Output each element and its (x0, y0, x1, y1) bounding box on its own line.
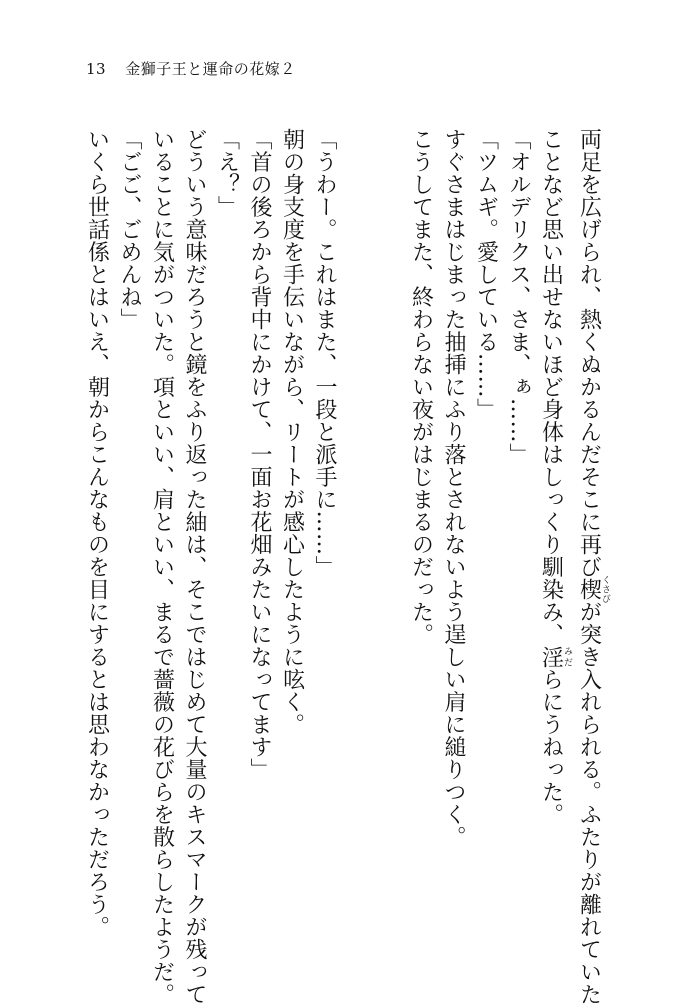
text-line: すぐさまはじまった抽挿にふり落とされないよう逞しい肩に縋りつく。 (441, 128, 466, 848)
book-title: 金獅子王と運命の花嫁２ (125, 60, 296, 78)
text-line: 「え？」 (214, 128, 240, 218)
text-line: いくら世話係とはいえ、朝からこんなものを目にするとは思わなかっただろう。 (84, 128, 110, 938)
text-line: 「首の後ろから背中にかけて、一面お花畑みたいになってます」 (247, 128, 272, 781)
vertical-body-text (80, 128, 610, 1006)
running-header (86, 58, 296, 79)
text-line: どういう意味だろうと鏡をふり返った紬は、そこではじめて大量のキスマークが残って (182, 128, 207, 1006)
text-line: 「オルデリクス、さま、ぁ……」 (506, 128, 531, 466)
ruby-word: 淫みだ (538, 645, 572, 668)
blank-line (340, 128, 372, 940)
page-number: 13 (86, 60, 107, 78)
text-line: ことなど思い出せないほど身体はしっくり馴染み、淫みだらにうねった。 (538, 128, 572, 826)
text-line: 「うわー。これはまた、一段と派手に……」 (312, 128, 337, 578)
blank-line (372, 128, 404, 940)
text-line: こうしてまた、終わらない夜がはじまるのだった。 (408, 128, 434, 646)
ruby-word: 楔くさび (576, 575, 610, 604)
text-line: 「ごご、ごめんね」 (117, 128, 142, 331)
text-line: 両足を広げられ、熱くぬかるんだそこに再び楔くさびが突き入れられる。ふたりが離れていた (576, 128, 610, 1006)
text-line: 「ツムギ。愛している……」 (473, 128, 499, 421)
text-line: いることに気がついた。項といい、肩といい、まるで薔薇の花びらを散らしたようだ。 (149, 128, 175, 1006)
text-line: 朝の身支度を手伝いながら、リートが感心したように呟く。 (279, 128, 305, 736)
